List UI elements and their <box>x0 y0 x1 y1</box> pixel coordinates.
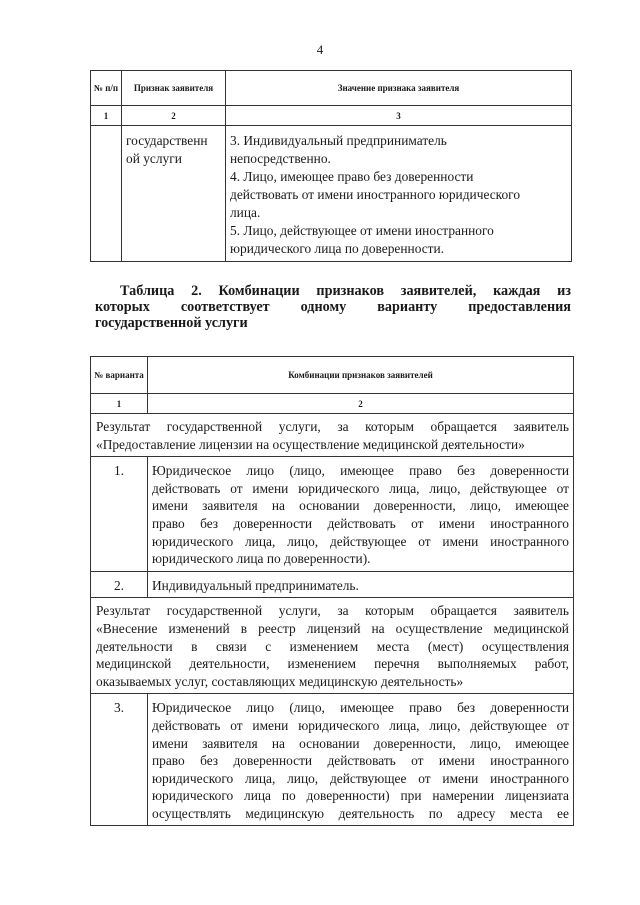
word: имени <box>438 753 475 769</box>
word: от <box>418 533 431 549</box>
word: юридического <box>152 788 234 804</box>
word: имени <box>442 533 479 549</box>
word: намерении <box>432 788 494 804</box>
text-line <box>152 805 569 823</box>
word: от <box>556 717 569 733</box>
text-line <box>96 638 569 656</box>
word: имени <box>252 717 289 733</box>
word: медицинской <box>493 620 569 636</box>
word: иностранного <box>490 533 569 549</box>
column-header-combinations: Комбинации признаков заявителей <box>148 357 574 394</box>
word: осуществлять <box>152 805 231 821</box>
word: доверенности <box>490 700 569 716</box>
word: имеющее <box>340 463 394 479</box>
word: Результат <box>96 603 151 619</box>
section-cell <box>91 598 574 694</box>
word: варианту <box>377 299 438 315</box>
word: на <box>271 498 285 514</box>
word: медицинскую <box>245 805 325 821</box>
word: право <box>152 515 185 531</box>
word: юридического <box>152 533 234 549</box>
word: от <box>230 717 243 733</box>
word: лицо, <box>287 533 319 549</box>
word: действующее <box>329 770 407 786</box>
word: от <box>411 515 424 531</box>
text-line <box>152 515 569 533</box>
word: заявителя <box>202 735 258 751</box>
column-number: 2 <box>148 394 574 414</box>
text-line <box>152 480 569 498</box>
word: в <box>240 620 248 636</box>
text-line <box>96 655 569 673</box>
word: право <box>152 753 185 769</box>
section-row <box>91 598 574 694</box>
word: изменением <box>289 638 359 654</box>
word: иностранного <box>490 515 569 531</box>
word: «Внесение <box>96 620 158 636</box>
word: действовать <box>327 515 396 531</box>
word: лица <box>244 788 271 804</box>
word: юридического <box>152 770 234 786</box>
column-header-variant: № варианта <box>91 357 148 394</box>
attribute-cell <box>122 126 226 262</box>
variant-description <box>148 571 574 598</box>
word: без <box>457 463 476 479</box>
column-number: 1 <box>91 106 122 126</box>
text-line <box>152 533 569 551</box>
word: доверенности <box>233 753 313 769</box>
variant-row <box>91 571 574 598</box>
section-cell <box>91 414 574 457</box>
text-line: непосредственно. <box>230 151 331 166</box>
word: обращается <box>430 419 497 434</box>
word: доверенности, <box>373 735 456 751</box>
word: услуги, <box>278 419 321 434</box>
caption-line <box>95 299 571 315</box>
word: адресу <box>457 805 496 821</box>
word: доверенности <box>233 515 313 531</box>
table-header-row <box>91 357 574 394</box>
word: без <box>457 700 476 716</box>
word: лицо <box>246 463 275 479</box>
word: юридического <box>298 717 380 733</box>
word: соответствует <box>180 299 270 315</box>
word: лица, <box>244 770 276 786</box>
word: имеющее <box>340 700 394 716</box>
word: места <box>509 805 543 821</box>
word: на <box>271 735 285 751</box>
text-line: «Предоставление лицензии на осуществление медицинской деятельности» <box>96 436 525 452</box>
text-line: 5. Лицо, действующее от имени иностранного <box>230 223 494 238</box>
word: (лицо, <box>289 463 325 479</box>
word: доверенности) <box>306 788 390 804</box>
word: имени <box>152 735 188 751</box>
text-line <box>96 418 569 436</box>
word: от <box>411 753 424 769</box>
column-header-number: № п/п <box>91 71 122 106</box>
table-row <box>91 126 572 262</box>
word: право <box>409 700 442 716</box>
text-line: 3. Индивидуальный предприниматель <box>230 133 447 148</box>
word: действующее <box>470 480 547 496</box>
word: из <box>557 283 571 299</box>
column-number: 1 <box>91 394 148 414</box>
text-line: лица. <box>230 205 261 220</box>
word: имени <box>252 480 289 496</box>
word: места <box>376 638 410 654</box>
caption-line: государственной услуги <box>95 315 248 331</box>
variant-row <box>91 457 574 572</box>
word: деятельности <box>96 638 173 654</box>
text-line: государственн <box>126 133 208 148</box>
word: лицензиата <box>504 788 569 804</box>
text-line <box>152 462 569 480</box>
text-line: действовать от имени иностранного юридического <box>230 187 521 202</box>
word: медицинской <box>96 656 172 672</box>
text-line: ой услуги <box>126 151 182 166</box>
word: при <box>400 788 422 804</box>
caption-line <box>95 283 571 299</box>
word: в <box>191 638 198 654</box>
word: действовать <box>327 753 396 769</box>
word: государственной <box>166 419 263 434</box>
section-row <box>91 414 574 457</box>
column-number-row <box>91 394 574 414</box>
word: иностранного <box>490 770 569 786</box>
word: Комбинации <box>218 283 300 299</box>
word: осуществление <box>395 620 483 636</box>
word: лицензий <box>306 620 361 636</box>
word: услуги, <box>278 603 321 619</box>
word: от <box>556 480 569 496</box>
word: реестр <box>258 620 296 636</box>
word: связи <box>216 638 247 654</box>
text-line <box>152 752 569 770</box>
word: лица, <box>389 480 420 496</box>
applicant-attributes-table <box>90 70 572 262</box>
word: лица, <box>389 717 420 733</box>
word: деятельность <box>338 805 415 821</box>
text-line <box>96 620 569 638</box>
word: каждая <box>493 283 541 299</box>
column-number-row <box>91 106 572 126</box>
word: имени <box>442 770 479 786</box>
variant-row <box>91 694 574 826</box>
text-line: Индивидуальный предприниматель. <box>152 577 359 593</box>
word: лицо, <box>429 717 461 733</box>
variant-description <box>148 457 574 572</box>
word: имеющее <box>515 735 569 751</box>
table-header-row <box>91 71 572 106</box>
word: лицо, <box>287 770 319 786</box>
word: лицо, <box>469 498 502 514</box>
word: юридического <box>298 480 380 496</box>
word: действовать <box>152 480 221 496</box>
word: Таблица <box>120 283 175 299</box>
word: доверенности, <box>373 498 456 514</box>
text-line <box>152 699 569 717</box>
word: от <box>418 770 431 786</box>
word: предоставления <box>468 299 571 315</box>
variant-number: 3. <box>91 694 148 826</box>
column-number: 3 <box>226 106 572 126</box>
text-line <box>152 717 569 735</box>
number-cell <box>91 126 122 262</box>
word: государственной <box>166 603 263 619</box>
text-line <box>152 735 569 753</box>
word: работ, <box>534 656 569 672</box>
column-number: 2 <box>122 106 226 126</box>
word: заявитель <box>513 419 569 434</box>
word: доверенности <box>490 463 569 479</box>
word: которых <box>95 299 150 315</box>
word: изменением <box>287 656 357 672</box>
word: действующее <box>329 533 407 549</box>
word: заявитель <box>513 603 569 619</box>
page-number: 4 <box>316 42 324 57</box>
text-line <box>152 497 569 515</box>
word: действовать <box>152 717 221 733</box>
word: перечня <box>374 656 420 672</box>
word: по <box>281 788 296 804</box>
text-line: 4. Лицо, имеющее право без доверенности <box>230 169 474 184</box>
word: на <box>371 620 385 636</box>
word: право <box>409 463 442 479</box>
word: без <box>200 515 219 531</box>
variant-number: 2. <box>91 571 148 598</box>
word: за <box>337 419 349 434</box>
word: обращается <box>430 603 497 619</box>
word: ее <box>557 805 569 821</box>
word: лицо, <box>469 735 502 751</box>
text-line <box>96 602 569 620</box>
text-line <box>152 770 569 788</box>
word: которым <box>365 419 414 434</box>
table-2-caption <box>95 283 571 331</box>
text-line: юридического лица по доверенности). <box>152 551 371 567</box>
word: выполняемых <box>437 656 517 672</box>
word: лица, <box>244 533 276 549</box>
word: 2. <box>191 283 202 299</box>
text-line: юридического лица по доверенности. <box>230 241 445 256</box>
word: за <box>337 603 349 619</box>
text-line: оказываемых услуг, составляющих медицинскую деятельность» <box>96 673 464 689</box>
word: от <box>230 480 243 496</box>
word: (лицо, <box>289 700 325 716</box>
word: действующее <box>470 717 547 733</box>
word: признаков <box>316 283 384 299</box>
word: Юридическое <box>152 700 232 716</box>
word: Юридическое <box>152 463 232 479</box>
word: с <box>265 638 272 654</box>
column-header-attribute: Признак заявителя <box>122 71 226 106</box>
word: иностранного <box>490 753 569 769</box>
word: имени <box>438 515 475 531</box>
word: Результат <box>96 419 151 434</box>
word: заявителей, <box>400 283 477 299</box>
word: (мест) <box>427 638 464 654</box>
value-cell <box>226 126 572 262</box>
word: основании <box>299 735 360 751</box>
applicant-combinations-table <box>90 356 574 826</box>
word: заявителя <box>202 498 258 514</box>
word: лицо, <box>429 480 461 496</box>
word: одному <box>300 299 347 315</box>
word: лицо <box>246 700 275 716</box>
variant-description <box>148 694 574 826</box>
word: имени <box>152 498 188 514</box>
text-line <box>152 787 569 805</box>
word: по <box>428 805 443 821</box>
word: деятельности, <box>189 656 270 672</box>
variant-number: 1. <box>91 457 148 572</box>
word: имеющее <box>515 498 569 514</box>
word: без <box>200 753 219 769</box>
word: основании <box>299 498 360 514</box>
column-header-value: Значение признака заявителя <box>226 71 572 106</box>
word: изменений <box>168 620 230 636</box>
word: осуществления <box>481 638 569 654</box>
word: которым <box>365 603 414 619</box>
